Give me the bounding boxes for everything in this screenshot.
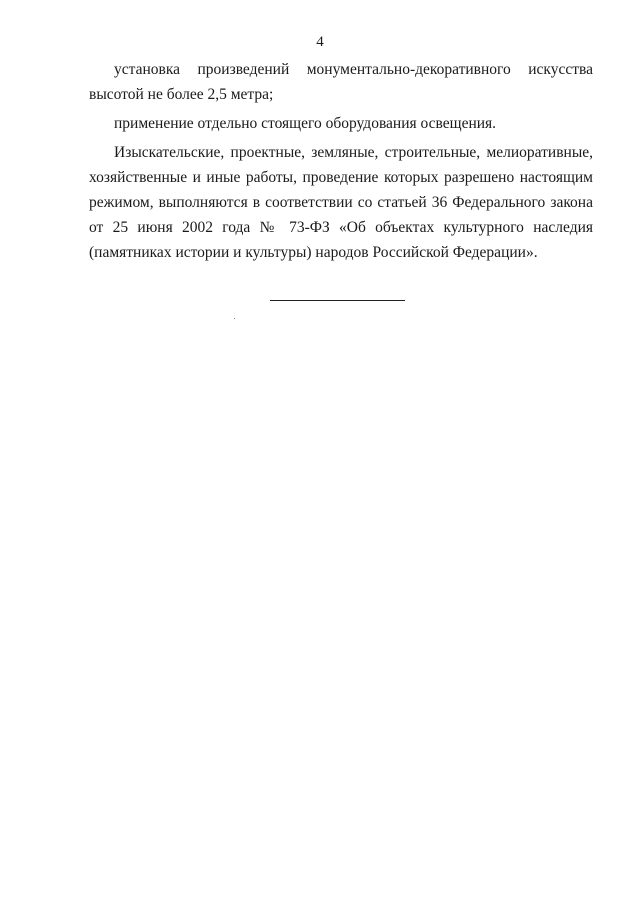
scan-speck: [234, 318, 235, 319]
end-of-text-rule: [270, 300, 405, 301]
paragraph-lighting-equipment: применение отдельно стоящего оборудования освещения.: [114, 115, 497, 132]
paragraph-works-regulation: Изыскательские, проектные, земляные, строительные, мелиоративные, хозяйственные и иные работы, проведение которых разрешено настоящим режимом, выполняются в соответствии со статьей 36 Федерального закона от 25 июня 2002 года № 73-ФЗ «Об объектах культурного наследия (памятниках истории и культуры) народов Российской Федерации».: [89, 144, 593, 261]
page-number: 4: [316, 34, 324, 50]
document-body: [89, 57, 593, 265]
paragraph-monument-installation: установка произведений монументально-декоративного искусства высотой не более 2,5 метра;: [89, 61, 593, 103]
